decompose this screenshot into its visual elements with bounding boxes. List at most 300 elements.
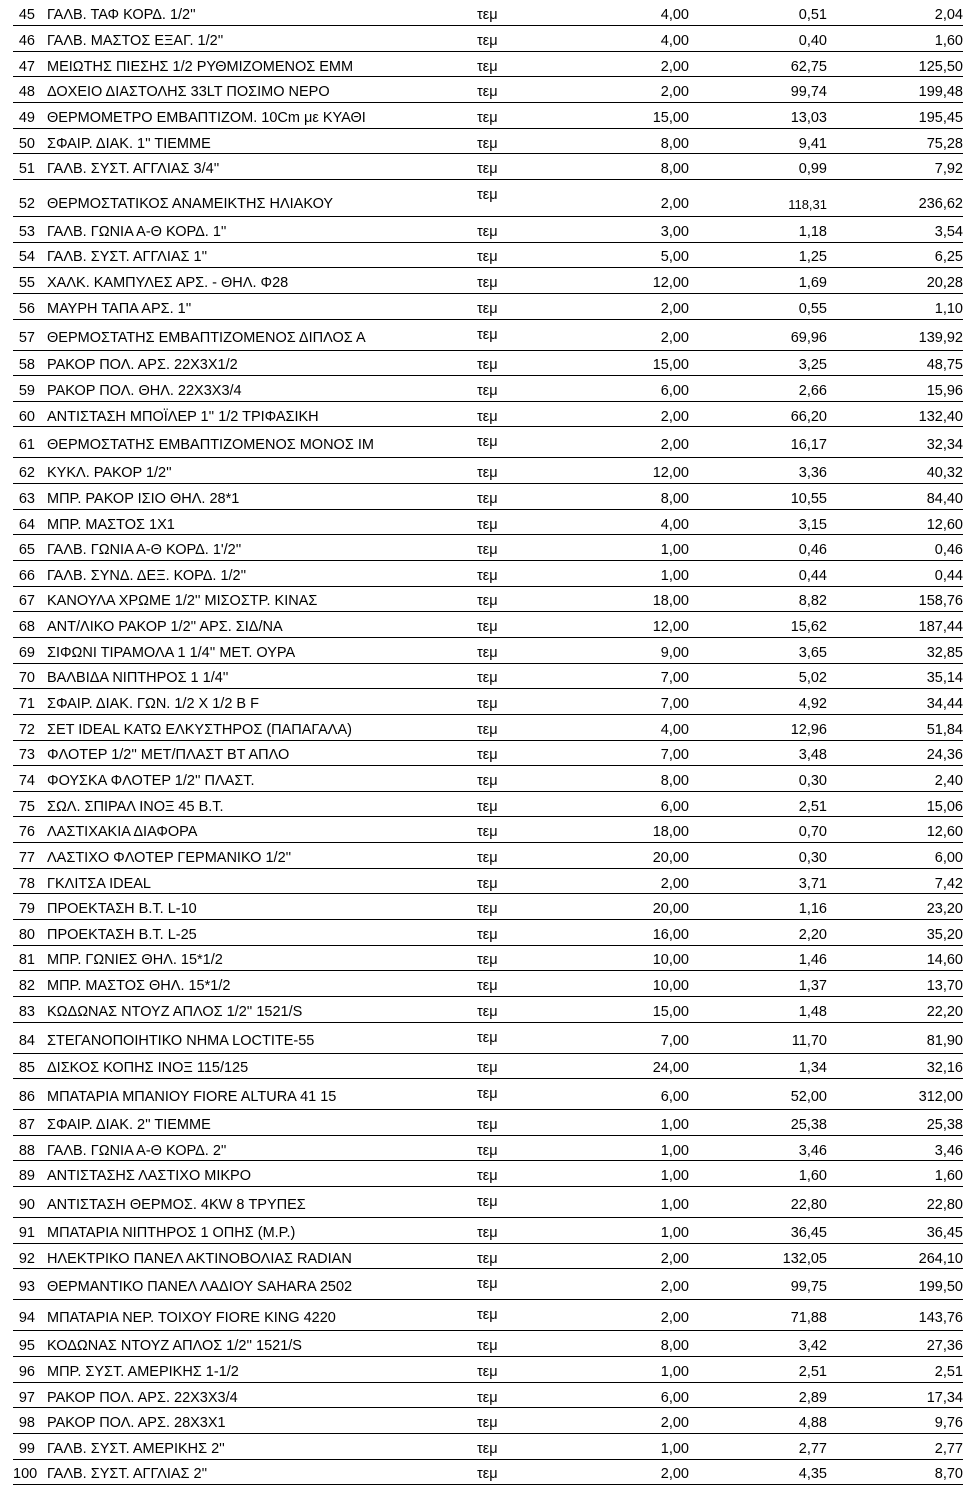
item-number: 94 [13, 1300, 39, 1331]
item-number: 97 [13, 1382, 39, 1408]
item-description: ΜΕΙΩΤΗΣ ΠΙΕΣΗΣ 1/2 ΡΥΘΜΙΖΟΜΕΝΟΣ ΕΜΜ [39, 51, 477, 77]
item-unit: τεμ [477, 663, 587, 689]
item-number: 70 [13, 663, 39, 689]
item-description: ΓΑΛΒ. ΜΑΣΤΟΣ ΕΞΑΓ. 1/2'' [39, 26, 477, 52]
item-total: 199,48 [827, 77, 963, 103]
item-number: 75 [13, 791, 39, 817]
item-quantity: 8,00 [587, 128, 689, 154]
item-quantity: 2,00 [587, 1408, 689, 1434]
item-total: 199,50 [827, 1269, 963, 1300]
item-unit-price: 1,18 [689, 216, 827, 242]
item-quantity: 1,00 [587, 1187, 689, 1218]
item-unit-price: 1,46 [689, 945, 827, 971]
item-quantity: 1,00 [587, 1218, 689, 1244]
item-number: 83 [13, 996, 39, 1022]
item-unit-price: 1,37 [689, 971, 827, 997]
item-unit: τεμ [477, 843, 587, 869]
table-row [13, 1187, 963, 1218]
item-quantity: 7,00 [587, 663, 689, 689]
item-quantity: 24,00 [587, 1053, 689, 1079]
item-unit: τεμ [477, 154, 587, 180]
table-row [13, 817, 963, 843]
item-unit-price: 4,92 [689, 689, 827, 715]
item-unit-price: 3,48 [689, 740, 827, 766]
item-total: 2,77 [827, 1433, 963, 1459]
table-row [13, 689, 963, 715]
item-number: 74 [13, 766, 39, 792]
item-total: 139,92 [827, 319, 963, 350]
item-total: 158,76 [827, 586, 963, 612]
item-number: 88 [13, 1135, 39, 1161]
item-description: ΗΛΕΚΤΡΙΚΟ ΠΑΝΕΛ ΑΚΤΙΝΟΒΟΛΙΑΣ RADIAN [39, 1243, 477, 1269]
item-description: ΜΠΑΤΑΡΙΑ ΝΕΡ. ΤΟΙΧΟΥ FIORE KING 4220 [39, 1300, 477, 1331]
item-unit-price: 3,65 [689, 637, 827, 663]
item-quantity: 2,00 [587, 1269, 689, 1300]
item-description: ΣΕΤ IDEAL ΚΑΤΩ ΕΛΚΥΣΤΗΡΟΣ (ΠΑΠΑΓΑΛΑ) [39, 714, 477, 740]
item-unit: τεμ [477, 319, 587, 350]
item-unit-price: 3,42 [689, 1331, 827, 1357]
item-number: 78 [13, 868, 39, 894]
item-number: 81 [13, 945, 39, 971]
table-row [13, 1459, 963, 1485]
item-quantity: 1,00 [587, 1357, 689, 1383]
item-unit: τεμ [477, 920, 587, 946]
item-number: 91 [13, 1218, 39, 1244]
item-total: 2,51 [827, 1357, 963, 1383]
item-number: 46 [13, 26, 39, 52]
item-number: 99 [13, 1433, 39, 1459]
table-row [13, 766, 963, 792]
item-unit: τεμ [477, 971, 587, 997]
item-total: 24,36 [827, 740, 963, 766]
item-unit-price: 71,88 [689, 1300, 827, 1331]
item-number: 52 [13, 179, 39, 216]
item-unit: τεμ [477, 77, 587, 103]
item-unit-price: 5,02 [689, 663, 827, 689]
item-quantity: 7,00 [587, 689, 689, 715]
item-total: 15,96 [827, 376, 963, 402]
item-unit-price: 3,46 [689, 1135, 827, 1161]
item-number: 48 [13, 77, 39, 103]
item-total: 0,46 [827, 535, 963, 561]
item-description: ΓΑΛΒ. ΓΩΝΙΑ Α-Θ ΚΟΡΔ. 1'/2'' [39, 535, 477, 561]
item-unit: τεμ [477, 51, 587, 77]
item-unit-price: 25,38 [689, 1110, 827, 1136]
item-total: 12,60 [827, 509, 963, 535]
item-quantity: 20,00 [587, 843, 689, 869]
item-unit: τεμ [477, 1331, 587, 1357]
item-number: 60 [13, 401, 39, 427]
table-row [13, 1243, 963, 1269]
item-number: 47 [13, 51, 39, 77]
table-row [13, 154, 963, 180]
item-total: 27,36 [827, 1331, 963, 1357]
table-row [13, 1110, 963, 1136]
item-total: 35,14 [827, 663, 963, 689]
item-number: 87 [13, 1110, 39, 1136]
item-quantity: 12,00 [587, 612, 689, 638]
item-number: 55 [13, 268, 39, 294]
item-quantity: 15,00 [587, 350, 689, 376]
item-unit-price: 22,80 [689, 1187, 827, 1218]
item-quantity: 8,00 [587, 154, 689, 180]
price-list-sheet [13, 0, 963, 1485]
item-unit: τεμ [477, 1218, 587, 1244]
item-unit-price: 4,88 [689, 1408, 827, 1434]
item-description: ΡΑΚΟΡ ΠΟΛ. ΑΡΣ. 22Χ3Χ3/4 [39, 1382, 477, 1408]
item-quantity: 8,00 [587, 484, 689, 510]
item-number: 85 [13, 1053, 39, 1079]
item-total: 8,70 [827, 1459, 963, 1485]
item-number: 98 [13, 1408, 39, 1434]
item-unit-price: 0,55 [689, 293, 827, 319]
item-total: 1,10 [827, 293, 963, 319]
item-number: 50 [13, 128, 39, 154]
item-description: ΡΑΚΟΡ ΠΟΛ. ΘΗΛ. 22Χ3Χ3/4 [39, 376, 477, 402]
item-number: 62 [13, 458, 39, 484]
table-row [13, 242, 963, 268]
item-unit: τεμ [477, 1382, 587, 1408]
items-table [13, 0, 963, 1485]
item-quantity: 10,00 [587, 945, 689, 971]
item-unit: τεμ [477, 1110, 587, 1136]
item-description: ΚΥΚΛ. ΡΑΚΟΡ 1/2'' [39, 458, 477, 484]
item-unit-price: 132,05 [689, 1243, 827, 1269]
item-description: ΘΕΡΜΟΣΤΑΤΗΣ ΕΜΒΑΠΤΙΖΟΜΕΝΟΣ ΜΟΝΟΣ ΙΜ [39, 427, 477, 458]
item-description: ΣΦΑΙΡ. ΔΙΑΚ. 2'' ΤΙΕΜΜΕ [39, 1110, 477, 1136]
item-total: 15,06 [827, 791, 963, 817]
table-row [13, 1079, 963, 1110]
item-total: 312,00 [827, 1079, 963, 1110]
item-quantity: 16,00 [587, 920, 689, 946]
table-row [13, 894, 963, 920]
item-unit-price: 11,70 [689, 1022, 827, 1053]
table-row [13, 1022, 963, 1053]
table-row [13, 401, 963, 427]
table-row [13, 216, 963, 242]
item-quantity: 2,00 [587, 293, 689, 319]
item-number: 56 [13, 293, 39, 319]
item-quantity: 12,00 [587, 268, 689, 294]
item-total: 1,60 [827, 26, 963, 52]
item-unit-price: 66,20 [689, 401, 827, 427]
item-description: ΓΑΛΒ. ΣΥΝΔ. ΔΕΞ. ΚΟΡΔ. 1/2'' [39, 561, 477, 587]
item-description: ΠΡΟΕΚΤΑΣΗ Β.Τ. L-10 [39, 894, 477, 920]
item-number: 59 [13, 376, 39, 402]
table-row [13, 868, 963, 894]
table-row [13, 535, 963, 561]
item-unit: τεμ [477, 637, 587, 663]
item-unit-price: 62,75 [689, 51, 827, 77]
item-unit: τεμ [477, 1053, 587, 1079]
item-number: 69 [13, 637, 39, 663]
item-total: 48,75 [827, 350, 963, 376]
table-row [13, 1408, 963, 1434]
item-unit-price: 2,77 [689, 1433, 827, 1459]
item-description: ΑΝΤ/ΛΙΚΟ ΡΑΚΟΡ 1/2'' ΑΡΣ. ΣΙΔ/ΝΑ [39, 612, 477, 638]
table-row [13, 77, 963, 103]
item-number: 77 [13, 843, 39, 869]
item-total: 6,00 [827, 843, 963, 869]
item-total: 17,34 [827, 1382, 963, 1408]
item-unit: τεμ [477, 612, 587, 638]
table-row [13, 714, 963, 740]
item-total: 236,62 [827, 179, 963, 216]
item-total: 23,20 [827, 894, 963, 920]
item-description: ΛΑΣΤΙΧΑΚΙΑ ΔΙΑΦΟΡΑ [39, 817, 477, 843]
table-row [13, 1269, 963, 1300]
item-description: ΘΕΡΜΟΣΤΑΤΗΣ ΕΜΒΑΠΤΙΖΟΜΕΝΟΣ ΔΙΠΛΟΣ Α [39, 319, 477, 350]
item-unit: τεμ [477, 1135, 587, 1161]
item-description: ΓΑΛΒ. ΣΥΣΤ. ΑΓΓΛΙΑΣ 2'' [39, 1459, 477, 1485]
item-unit-price: 9,41 [689, 128, 827, 154]
item-unit: τεμ [477, 1243, 587, 1269]
item-unit: τεμ [477, 561, 587, 587]
item-description: ΔΟΧΕΙΟ ΔΙΑΣΤΟΛΗΣ 33LT ΠΟΣΙΜΟ ΝΕΡΟ [39, 77, 477, 103]
table-row [13, 319, 963, 350]
item-total: 6,25 [827, 242, 963, 268]
item-quantity: 2,00 [587, 51, 689, 77]
table-row [13, 376, 963, 402]
item-quantity: 2,00 [587, 77, 689, 103]
item-unit-price: 1,60 [689, 1161, 827, 1187]
item-total: 34,44 [827, 689, 963, 715]
item-number: 90 [13, 1187, 39, 1218]
table-row [13, 971, 963, 997]
item-description: ΑΝΤΙΣΤΑΣΗΣ ΛΑΣΤΙΧΟ ΜΙΚΡΟ [39, 1161, 477, 1187]
item-total: 32,85 [827, 637, 963, 663]
table-row [13, 51, 963, 77]
item-unit-price: 3,36 [689, 458, 827, 484]
item-quantity: 7,00 [587, 1022, 689, 1053]
item-quantity: 6,00 [587, 1382, 689, 1408]
item-quantity: 1,00 [587, 1433, 689, 1459]
item-unit: τεμ [477, 427, 587, 458]
item-total: 51,84 [827, 714, 963, 740]
item-quantity: 1,00 [587, 561, 689, 587]
table-row [13, 103, 963, 129]
table-row [13, 843, 963, 869]
item-total: 187,44 [827, 612, 963, 638]
item-total: 22,20 [827, 996, 963, 1022]
item-unit-price: 1,69 [689, 268, 827, 294]
item-unit: τεμ [477, 868, 587, 894]
item-total: 12,60 [827, 817, 963, 843]
item-number: 64 [13, 509, 39, 535]
item-total: 75,28 [827, 128, 963, 154]
item-description: ΜΠΑΤΑΡΙΑ ΝΙΠΤΗΡΟΣ 1 ΟΠΗΣ (Μ.Ρ.) [39, 1218, 477, 1244]
item-unit-price: 69,96 [689, 319, 827, 350]
item-unit: τεμ [477, 996, 587, 1022]
table-row [13, 1331, 963, 1357]
item-description: ΑΝΤΙΣΤΑΣΗ ΜΠΟΪΛΕΡ 1'' 1/2 ΤΡΙΦΑΣΙΚΗ [39, 401, 477, 427]
item-unit: τεμ [477, 1357, 587, 1383]
item-unit: τεμ [477, 216, 587, 242]
item-quantity: 2,00 [587, 1243, 689, 1269]
item-total: 0,44 [827, 561, 963, 587]
item-unit-price: 0,30 [689, 843, 827, 869]
table-row [13, 920, 963, 946]
item-unit: τεμ [477, 1408, 587, 1434]
item-description: ΘΕΡΜΑΝΤΙΚΟ ΠΑΝΕΛ ΛΑΔΙΟΥ SAHARA 2502 [39, 1269, 477, 1300]
item-quantity: 12,00 [587, 458, 689, 484]
item-unit: τεμ [477, 458, 587, 484]
item-unit-price: 0,44 [689, 561, 827, 587]
item-unit-price: 4,35 [689, 1459, 827, 1485]
table-row [13, 268, 963, 294]
table-row [13, 740, 963, 766]
item-quantity: 15,00 [587, 996, 689, 1022]
item-unit: τεμ [477, 242, 587, 268]
item-quantity: 4,00 [587, 509, 689, 535]
item-unit-price: 10,55 [689, 484, 827, 510]
item-quantity: 18,00 [587, 586, 689, 612]
item-number: 72 [13, 714, 39, 740]
item-unit-price: 118,31 [689, 179, 827, 216]
item-number: 58 [13, 350, 39, 376]
item-unit-price: 2,20 [689, 920, 827, 946]
item-unit: τεμ [477, 1300, 587, 1331]
item-description: ΓΑΛΒ. ΤΑΦ ΚΟΡΔ. 1/2'' [39, 0, 477, 26]
item-unit-price: 0,46 [689, 535, 827, 561]
item-unit: τεμ [477, 586, 587, 612]
item-number: 93 [13, 1269, 39, 1300]
item-unit-price: 13,03 [689, 103, 827, 129]
item-unit: τεμ [477, 350, 587, 376]
item-total: 143,76 [827, 1300, 963, 1331]
item-unit: τεμ [477, 945, 587, 971]
item-number: 79 [13, 894, 39, 920]
item-number: 89 [13, 1161, 39, 1187]
item-quantity: 2,00 [587, 1300, 689, 1331]
item-quantity: 5,00 [587, 242, 689, 268]
item-description: ΓΑΛΒ. ΣΥΣΤ. ΑΓΓΛΙΑΣ 3/4'' [39, 154, 477, 180]
item-total: 1,60 [827, 1161, 963, 1187]
item-description: ΚΑΝΟΥΛΑ ΧΡΩΜΕ 1/2'' ΜΙΣΟΣΤΡ. ΚΙΝΑΣ [39, 586, 477, 612]
item-total: 9,76 [827, 1408, 963, 1434]
item-unit-price: 3,15 [689, 509, 827, 535]
item-quantity: 2,00 [587, 868, 689, 894]
item-unit: τεμ [477, 1269, 587, 1300]
item-quantity: 15,00 [587, 103, 689, 129]
item-description: ΚΩΔΩΝΑΣ ΝΤΟΥΖ ΑΠΛΟΣ 1/2'' 1521/S [39, 996, 477, 1022]
item-number: 86 [13, 1079, 39, 1110]
item-total: 7,92 [827, 154, 963, 180]
item-unit: τεμ [477, 1022, 587, 1053]
item-number: 53 [13, 216, 39, 242]
item-unit-price: 2,51 [689, 791, 827, 817]
table-row [13, 1053, 963, 1079]
item-number: 76 [13, 817, 39, 843]
item-quantity: 20,00 [587, 894, 689, 920]
item-quantity: 3,00 [587, 216, 689, 242]
item-total: 20,28 [827, 268, 963, 294]
item-unit: τεμ [477, 894, 587, 920]
item-number: 73 [13, 740, 39, 766]
item-description: ΓΑΛΒ. ΣΥΣΤ. ΑΓΓΛΙΑΣ 1'' [39, 242, 477, 268]
table-row [13, 0, 963, 26]
table-row [13, 1218, 963, 1244]
item-quantity: 6,00 [587, 791, 689, 817]
item-unit: τεμ [477, 766, 587, 792]
item-description: ΦΟΥΣΚΑ ΦΛΟΤΕΡ 1/2'' ΠΛΑΣΤ. [39, 766, 477, 792]
item-unit-price: 0,70 [689, 817, 827, 843]
item-unit: τεμ [477, 817, 587, 843]
item-quantity: 8,00 [587, 766, 689, 792]
item-unit: τεμ [477, 1433, 587, 1459]
item-unit-price: 2,51 [689, 1357, 827, 1383]
item-quantity: 4,00 [587, 26, 689, 52]
item-quantity: 2,00 [587, 427, 689, 458]
table-row [13, 561, 963, 587]
item-quantity: 2,00 [587, 401, 689, 427]
item-unit-price: 3,71 [689, 868, 827, 894]
table-row [13, 1357, 963, 1383]
item-number: 80 [13, 920, 39, 946]
item-unit: τεμ [477, 179, 587, 216]
item-unit-price: 1,16 [689, 894, 827, 920]
item-number: 67 [13, 586, 39, 612]
item-description: ΣΦΑΙΡ. ΔΙΑΚ. 1'' ΤΙΕΜΜΕ [39, 128, 477, 154]
item-description: ΡΑΚΟΡ ΠΟΛ. ΑΡΣ. 28Χ3Χ1 [39, 1408, 477, 1434]
item-unit: τεμ [477, 484, 587, 510]
table-row [13, 1433, 963, 1459]
item-description: ΘΕΡΜΟΜΕΤΡΟ ΕΜΒΑΠΤΙΖΟΜ. 10Cm με ΚΥΑΘΙ [39, 103, 477, 129]
item-unit-price: 99,75 [689, 1269, 827, 1300]
item-total: 2,40 [827, 766, 963, 792]
item-unit-price: 0,40 [689, 26, 827, 52]
items-table-body [13, 0, 963, 1485]
item-unit-price: 8,82 [689, 586, 827, 612]
item-number: 84 [13, 1022, 39, 1053]
item-number: 71 [13, 689, 39, 715]
item-unit-price: 52,00 [689, 1079, 827, 1110]
item-quantity: 6,00 [587, 376, 689, 402]
item-unit-price: 0,51 [689, 0, 827, 26]
item-unit: τεμ [477, 740, 587, 766]
item-description: ΔΙΣΚΟΣ ΚΟΠΗΣ ΙΝΟΞ 115/125 [39, 1053, 477, 1079]
item-description: ΓΑΛΒ. ΓΩΝΙΑ Α-Θ ΚΟΡΔ. 2'' [39, 1135, 477, 1161]
item-unit-price: 1,25 [689, 242, 827, 268]
table-row [13, 128, 963, 154]
item-unit: τεμ [477, 535, 587, 561]
item-description: ΡΑΚΟΡ ΠΟΛ. ΑΡΣ. 22Χ3Χ1/2 [39, 350, 477, 376]
table-row [13, 179, 963, 216]
item-description: ΠΡΟΕΚΤΑΣΗ Β.Τ. L-25 [39, 920, 477, 946]
item-description: ΚΟΔΩΝΑΣ ΝΤΟΥΖ ΑΠΛΟΣ 1/2'' 1521/S [39, 1331, 477, 1357]
item-unit: τεμ [477, 26, 587, 52]
item-unit-price: 0,30 [689, 766, 827, 792]
item-total: 195,45 [827, 103, 963, 129]
item-unit: τεμ [477, 128, 587, 154]
item-unit: τεμ [477, 293, 587, 319]
item-total: 22,80 [827, 1187, 963, 1218]
item-unit-price: 1,48 [689, 996, 827, 1022]
item-number: 65 [13, 535, 39, 561]
item-unit: τεμ [477, 1079, 587, 1110]
item-total: 32,34 [827, 427, 963, 458]
table-row [13, 586, 963, 612]
item-unit-price: 2,66 [689, 376, 827, 402]
item-unit-price: 12,96 [689, 714, 827, 740]
item-number: 61 [13, 427, 39, 458]
item-unit-price: 15,62 [689, 612, 827, 638]
item-description: ΘΕΡΜΟΣΤΑΤΙΚΟΣ ΑΝΑΜΕΙΚΤΗΣ ΗΛΙΑΚΟΥ [39, 179, 477, 216]
item-number: 100 [13, 1459, 39, 1485]
item-quantity: 7,00 [587, 740, 689, 766]
item-quantity: 1,00 [587, 1110, 689, 1136]
item-unit: τεμ [477, 268, 587, 294]
